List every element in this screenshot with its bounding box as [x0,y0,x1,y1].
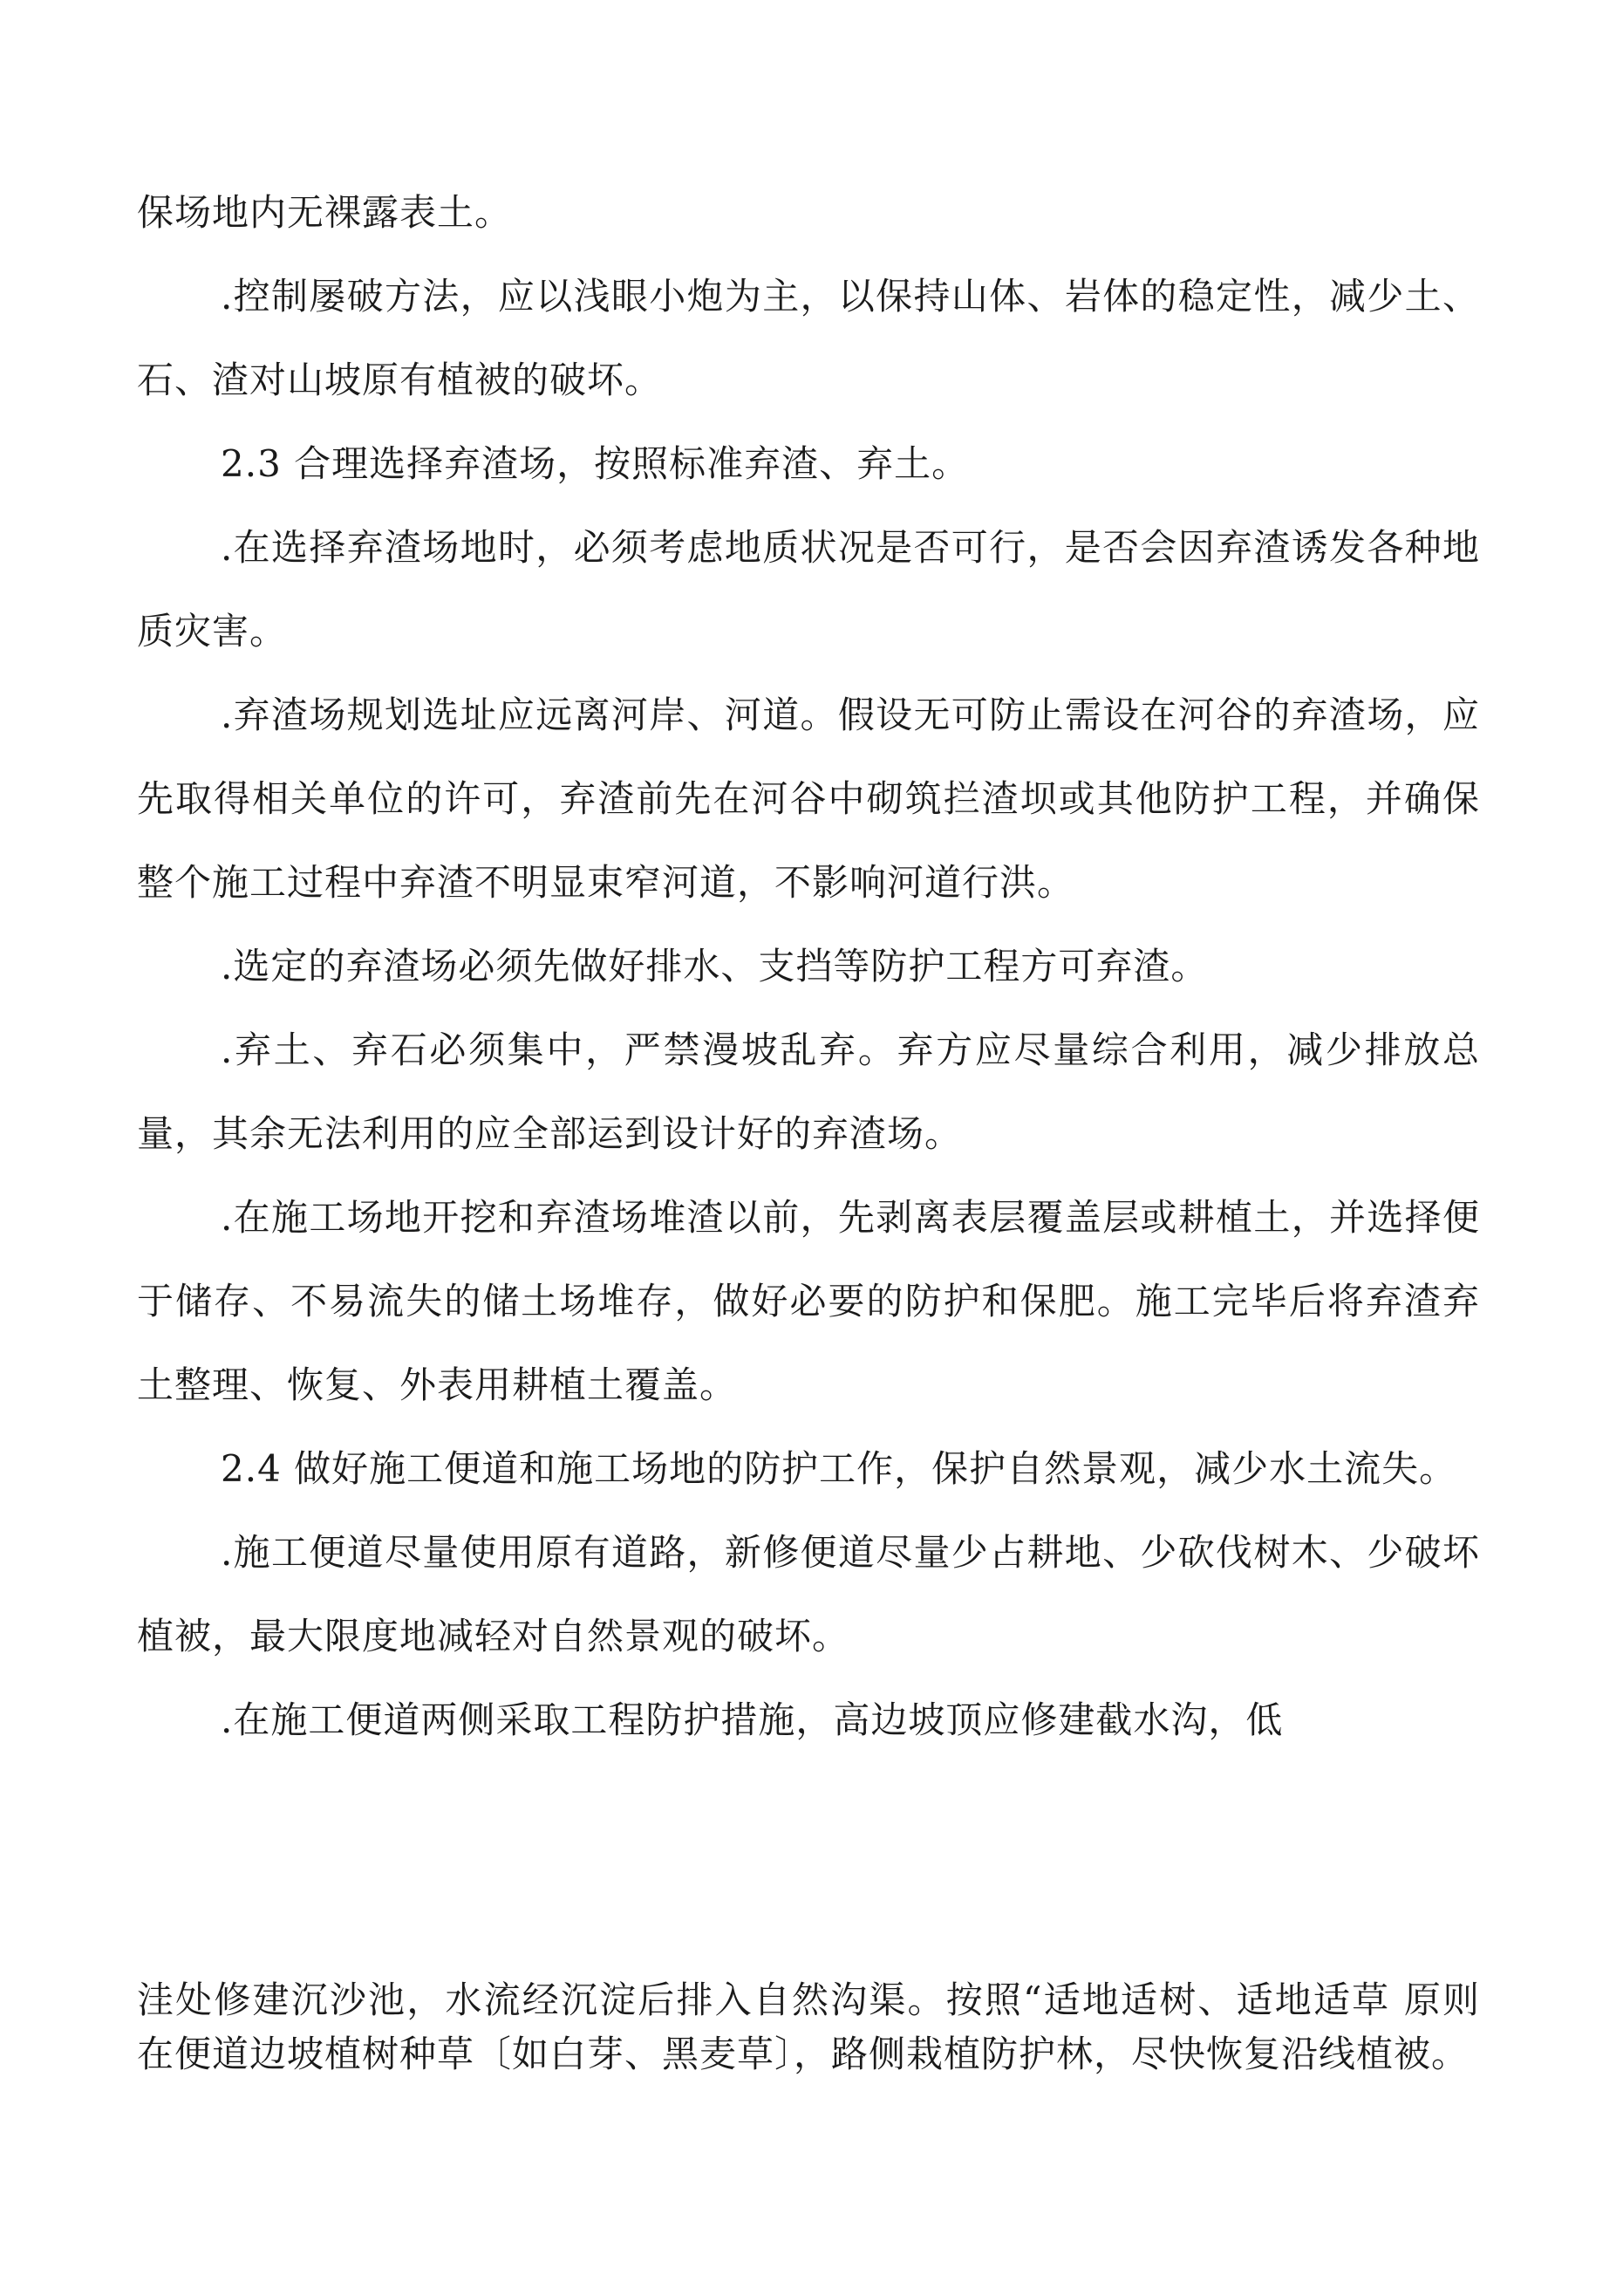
section-heading: 2.4 做好施工便道和施工场地的防护工作，保护自然景观，减少水土流失。 [221,1447,1457,1490]
paragraph: .选定的弃渣场必须先做好排水、支挡等防护工程方可弃渣。 [221,945,1209,987]
section-heading: 2.3 合理选择弃渣场，按照标准弃渣、弃土。 [221,442,970,485]
continuation-block [137,1973,1480,2081]
paragraph: .在施工场地开挖和弃渣场堆渣以前，先剥离表层覆盖层或耕植土，并选择便于储存、不易流失的储土场堆存，做好必要的防护和保肥。施工完毕后将弃渣弃土整理、恢复、外表用耕植土覆盖。 [137,1196,1480,1406]
paragraph: .在选择弃渣场地时，必须考虑地质状况是否可行，是否会因弃渣诱发各种地质灾害。 [137,526,1480,653]
paragraph: .控制屡破方法，应以浅眼小炮为主，以保持山体、岩体的稳定性，减少土、石、渣对山坡原有植被的破坏。 [137,275,1480,401]
paragraph: .弃渣场规划选址应远离河岸、河道。假设无可防止需设在河谷的弃渣场，应先取得相关单位的许可，弃渣前先在河谷中砌筑拦渣坝或其他防护工程，并确保整个施工过程中弃渣不明显束窄河道，不影响河道行洪。 [137,694,1480,904]
paragraph: .弃土、弃石必须集中，严禁漫坡乱弃。弃方应尽量综合利用，减少排放总量，其余无法利用的应全部运到设计好的弃渣场。 [137,1028,1480,1155]
continuation-paragraph: 洼处修建沉沙池，水流经沉淀后排入自然沟渠。按照“适地适树、适地适草 原则在便道边坡植树种草〔如白芽、黑麦草〕，路侧栽植防护林，尽快恢复沿线植被。 [137,1978,1480,2075]
document-body [137,171,1480,1762]
paragraph: .施工便道尽量使用原有道路，新修便道尽量少占耕地、少砍伐树木、少破坏植被，最大限度地减轻对自然景观的破坏。 [137,1531,1480,1657]
paragraph: 保场地内无裸露表土。 [137,191,513,234]
paragraph: .在施工便道两侧采取工程防护措施，高边坡顶应修建截水沟，低 [221,1698,1284,1741]
